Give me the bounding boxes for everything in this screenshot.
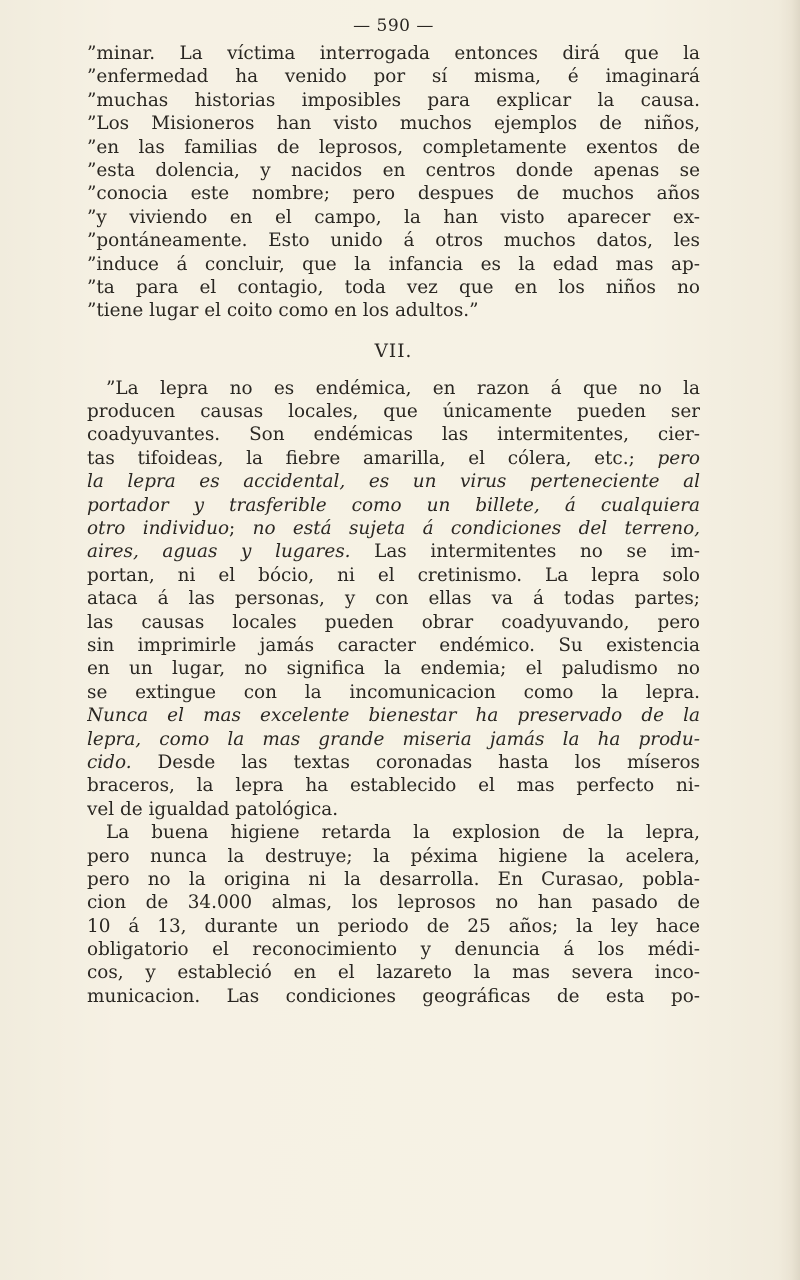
text-line: ”conocia este nombre; pero despues de muchos años [87, 183, 700, 205]
page-number: — 590 — [353, 16, 434, 36]
text-line: La buena higiene retarda la explosion de la lepra, [106, 822, 700, 844]
text-line: ”minar. La víctima interrogada entonces dirá que la [87, 43, 700, 64]
text-line: cion de 34.000 almas, los leprosos no han pasado de [87, 892, 700, 914]
text-line: tas tifoideas, la fiebre amarilla, el cólera, etc.; pero [87, 447, 700, 469]
text-line: otro individuo; no está sujeta á condiciones del terreno, [87, 518, 700, 540]
text-line: producen causas locales, que únicamente pueden ser [87, 401, 700, 423]
text-line: vel de igualdad patológica. [87, 798, 339, 820]
paragraph-higiene [87, 821, 700, 1008]
paragraph-lepra [87, 377, 700, 821]
text-line: en un lugar, no significa la endemia; el paludismo no [87, 658, 700, 680]
section-heading: VII. [374, 340, 413, 362]
text-line: aires, aguas y lugares. Las intermitentes no se im- [87, 541, 700, 563]
text-line: 10 á 13, durante un periodo de 25 años; la ley hace [87, 915, 700, 937]
text-line: ”esta dolencia, y nacidos en centros donde apenas se [87, 159, 700, 181]
text-line: se extingue con la incomunicacion como la lepra. [87, 681, 700, 703]
text-line: ”Los Misioneros han visto muchos ejemplos de niños, [87, 113, 700, 135]
text-line: braceros, la lepra ha establecido el mas perfecto ni- [87, 775, 700, 797]
page-edge-shadow [778, 0, 800, 1280]
text-line: ”pontáneamente. Esto unido á otros muchos datos, les [87, 230, 700, 252]
text-line: cido. Desde las textas coronadas hasta los míseros [87, 751, 700, 773]
text-line: ”La lepra no es endémica, en razon á que no la [106, 377, 700, 399]
text-line: sin imprimirle jamás caracter endémico. Su existencia [87, 634, 700, 656]
text-line: ”enfermedad ha venido por sí misma, é imaginará [87, 66, 700, 88]
text-line: ”tiene lugar el coito como en los adultos.” [87, 300, 479, 322]
text-line: pero nunca la destruye; la péxima higiene la acelera, [87, 845, 700, 867]
text-line: ”induce á concluir, que la infancia es la edad mas ap- [87, 253, 700, 275]
text-line: coadyuvantes. Son endémicas las intermitentes, cier- [87, 424, 700, 446]
text-line: obligatorio el reconocimiento y denuncia á los médi- [87, 939, 700, 961]
text-line: pero no la origina ni la desarrolla. En Curasao, pobla- [87, 868, 700, 890]
text-line: lepra, como la mas grande miseria jamás la ha produ- [87, 728, 700, 750]
text-line: ataca á las personas, y con ellas va á todas partes; [87, 588, 700, 610]
page-text [87, 14, 700, 1008]
text-line: portan, ni el bócio, ni el cretinismo. La lepra solo [87, 564, 700, 586]
text-line: municacion. Las condiciones geográficas de esta po- [87, 985, 700, 1007]
paragraph-quote [87, 42, 700, 323]
text-line: cos, y estableció en el lazareto la mas severa inco- [87, 962, 700, 984]
text-line: ”y viviendo en el campo, la han visto aparecer ex- [87, 206, 700, 228]
text-line: las causas locales pueden obrar coadyuvando, pero [87, 611, 700, 633]
text-line: portador y trasferible como un billete, á cualquiera [87, 494, 700, 516]
text-line: Nunca el mas excelente bienestar ha preservado de la [87, 705, 700, 727]
text-line: la lepra es accidental, es un virus perteneciente al [87, 471, 700, 493]
text-line: ”en las familias de leprosos, completamente exentos de [87, 136, 700, 158]
text-line: ”ta para el contagio, toda vez que en los niños no [87, 276, 700, 298]
text-line: ”muchas historias imposibles para explicar la causa. [87, 89, 700, 111]
